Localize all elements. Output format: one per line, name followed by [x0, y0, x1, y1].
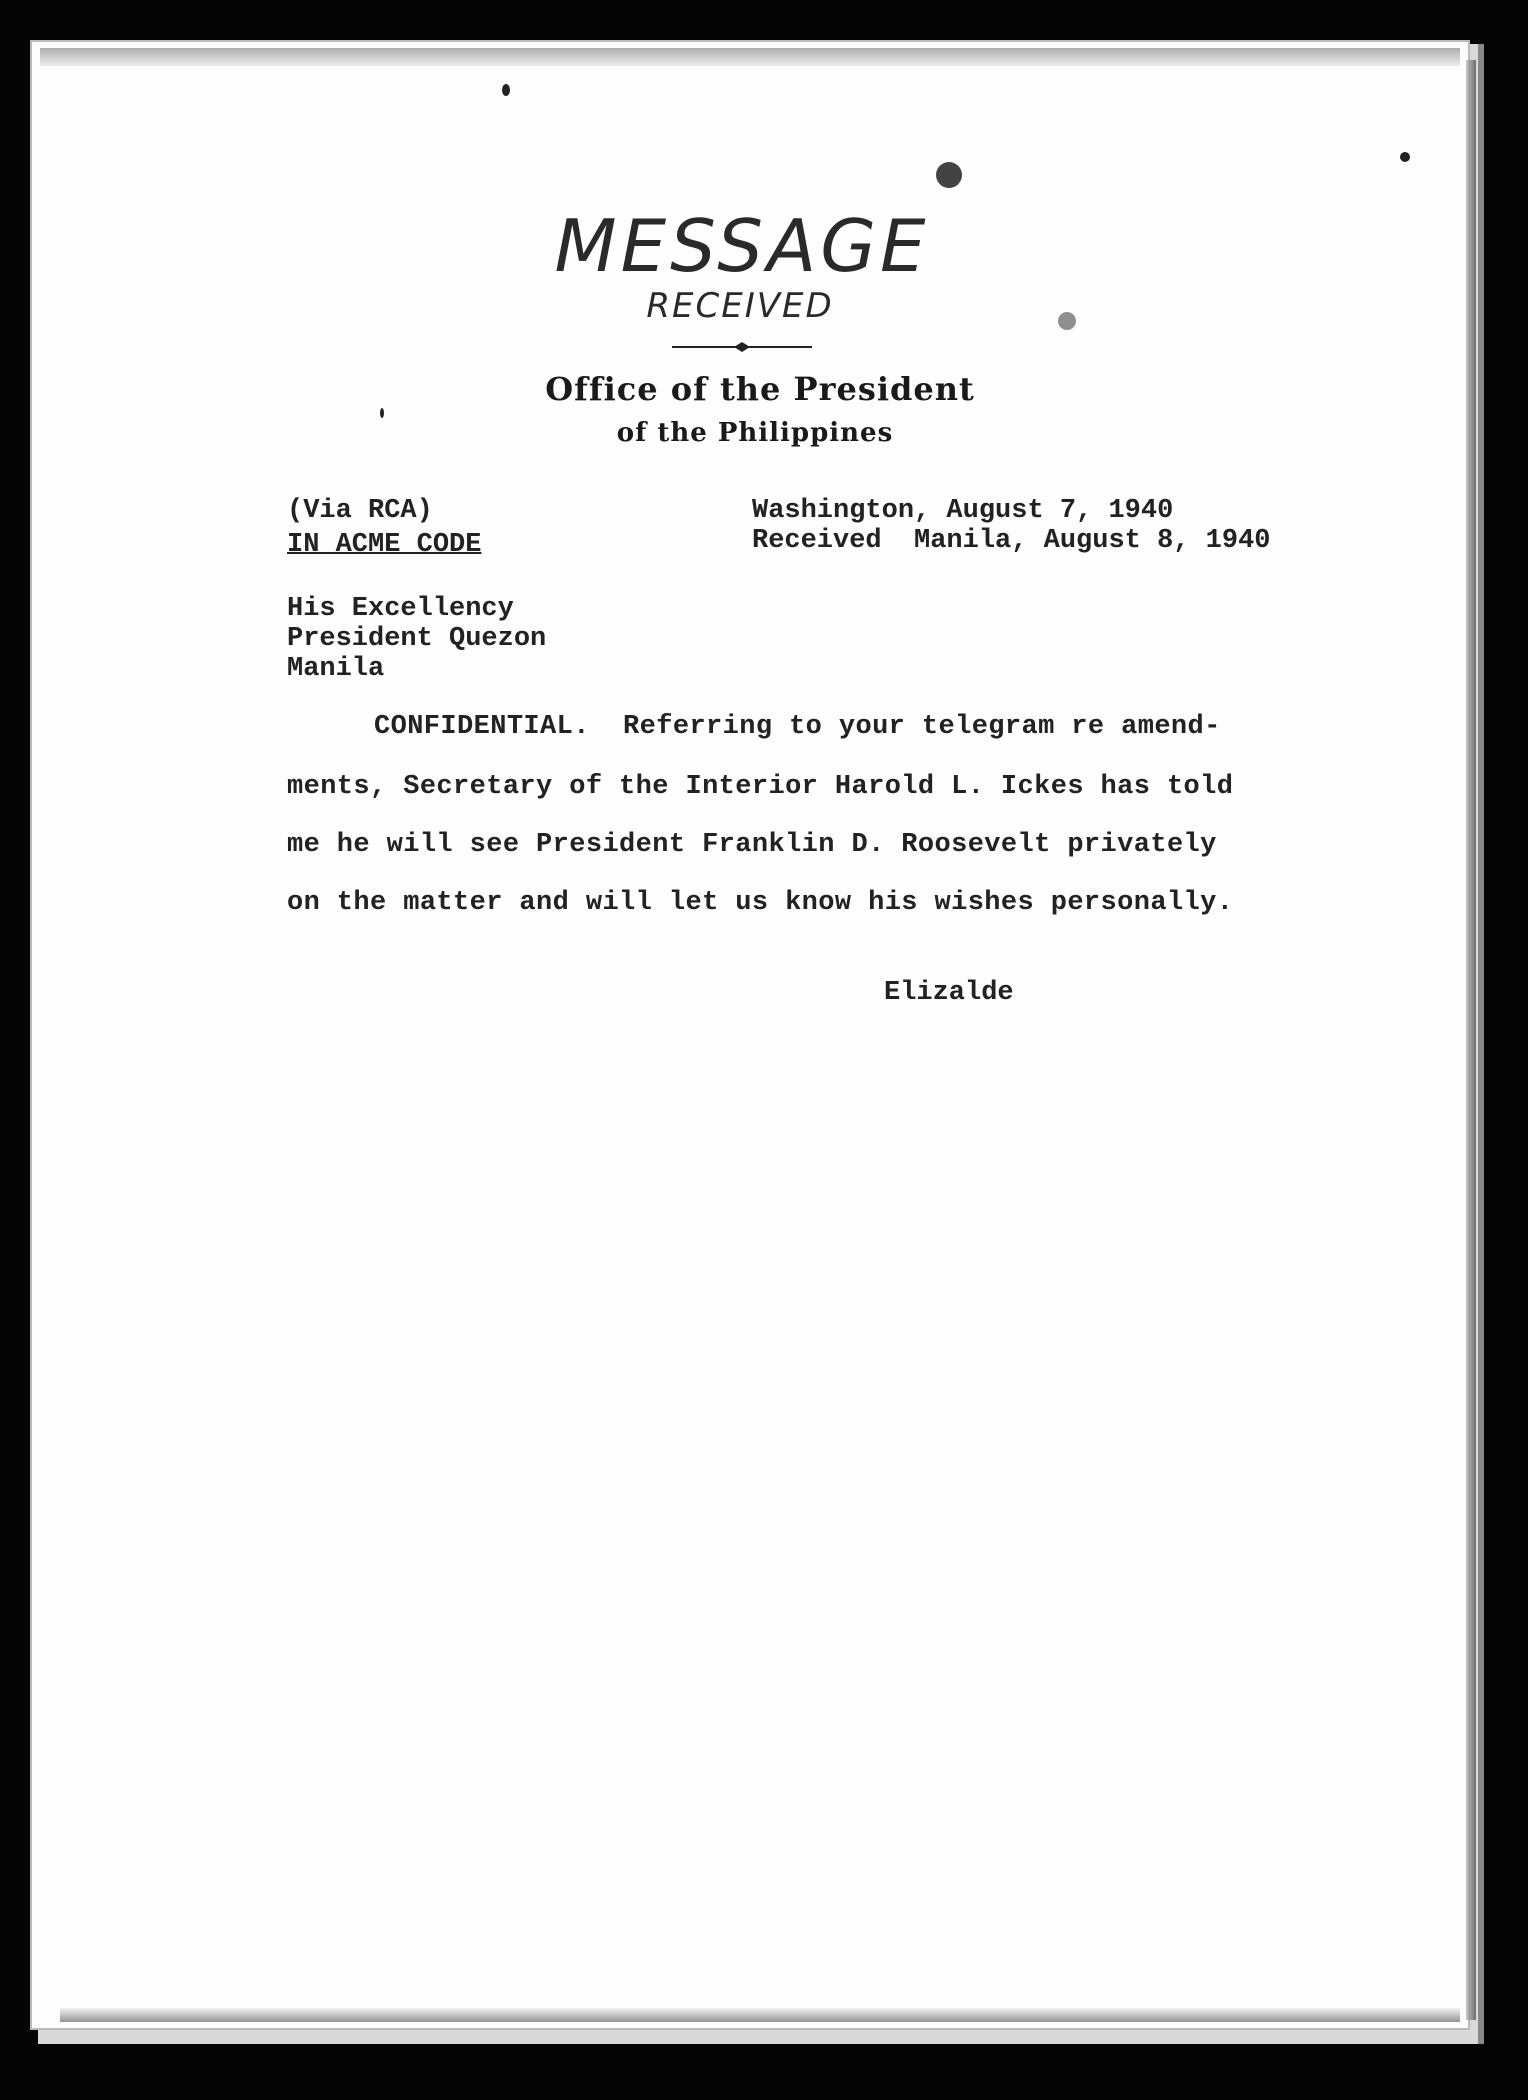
addressee-line-3: Manila [287, 654, 385, 684]
code-line: IN ACME CODE [287, 530, 482, 560]
addressee-line-1: His Excellency [287, 594, 514, 624]
page-edge-right [1466, 60, 1476, 2020]
office-line-1: Office of the President [545, 370, 975, 408]
received-subtitle: RECEIVED [646, 286, 834, 326]
ink-spot [936, 162, 962, 188]
body-line: ments, Secretary of the Interior Harold L. Ickes has told [287, 772, 1234, 802]
via-line: (Via RCA) [287, 496, 433, 526]
page-edge-bottom [60, 2008, 1460, 2022]
sent-line: Washington, August 7, 1940 [752, 496, 1174, 526]
ink-spot [1058, 312, 1076, 330]
divider-ornament-icon [672, 342, 812, 352]
ink-spot [502, 84, 510, 96]
document-page [30, 40, 1470, 2030]
office-line-2: of the Philippines [616, 418, 894, 448]
ink-spot [1400, 152, 1410, 162]
signature: Elizalde [884, 978, 1014, 1008]
message-title: MESSAGE [554, 204, 930, 288]
received-line: Received Manila, August 8, 1940 [752, 526, 1271, 556]
body-line: on the matter and will let us know his wishes personally. [287, 888, 1234, 918]
body-line: CONFIDENTIAL. Referring to your telegram re amend- [374, 712, 1221, 742]
addressee-line-2: President Quezon [287, 624, 547, 654]
page-edge-top [40, 48, 1460, 66]
ink-spot [380, 408, 384, 418]
body-line: me he will see President Franklin D. Roosevelt privately [287, 830, 1217, 860]
